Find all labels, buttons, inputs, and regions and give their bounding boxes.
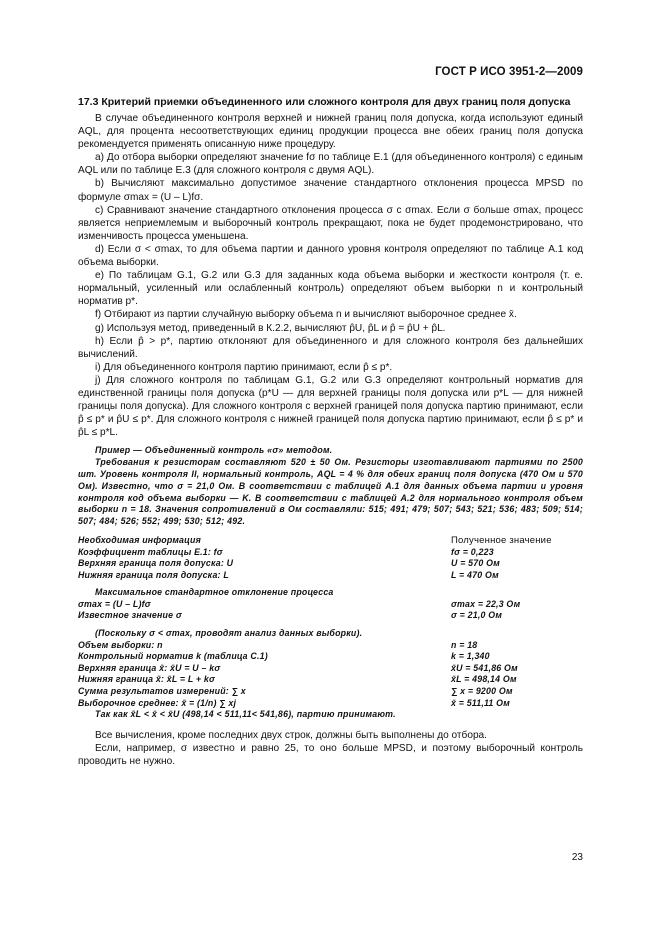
row-label: Сумма результатов измерений: ∑ x <box>78 686 246 697</box>
step-d: d) Если σ < σmax, то для объема партии и данного уровня контроля определяют по таблице А.1 код объема выборки. <box>78 243 583 269</box>
row-value: σmax = 22,3 Ом <box>451 598 521 609</box>
row-label: Известное значение σ <box>78 610 182 621</box>
table-header-row <box>78 535 583 547</box>
row-value: σ = 21,0 Ом <box>451 610 503 621</box>
table-row <box>78 610 583 622</box>
table-row <box>78 640 583 652</box>
document-code-header: ГОСТ Р ИСО 3951-2—2009 <box>435 66 583 78</box>
example-heading: Пример — Объединенный контроль «σ» методом. <box>95 445 333 456</box>
row-label: Нижняя граница поля допуска: L <box>78 569 229 580</box>
step-i: i) Для объединенного контроля партию принимают, если p̂ ≤ p*. <box>95 361 393 373</box>
row-value: U = 570 Ом <box>451 558 500 569</box>
row-label: Верхняя граница x̄: x̄U = U – kσ <box>78 662 221 673</box>
row-value: x̄L = 498,14 Ом <box>451 674 517 685</box>
group2-title: Максимальное стандартное отклонение процесса <box>95 587 334 598</box>
row-value: L = 470 Ом <box>451 569 499 580</box>
main-content <box>78 96 583 768</box>
example-conclusion: Так как x̄L < x̄ < x̄U (498,14 < 511,11< 541,86), партию принимают. <box>95 709 396 720</box>
step-c: c) Сравнивают значение стандартного отклонения процесса σ с σmax. Если σ больше σmax, процесс является неприемлемым и выборочный контроль прекращают, пока не будет продемонстрировано, что изменчивость процесса уменьшена. <box>78 204 583 242</box>
step-j: j) Для сложного контроля по таблицам G.1, G.2 или G.3 определяют контрольный норматив для единственной границы поля допуска (p*U — для верхней границы поля допуска или p*L — для нижней границы поля допуска). Для сложного контроля с верхней границей поля допуска партию принимают, если p̂ ≤ p* и p̂U ≤ p*. Для сложного контроля с нижней границей поля допуска партию принимают, если p̂ ≤ p* и p̂L ≤ p*L. <box>78 374 583 439</box>
example-text: Требования к резисторам составляют 520 ± 50 Ом. Резисторы изготавливают партиями по 2500 шт. Уровень контроля II, нормальный контроль, AQL = 4 % для обеих границ поля допуска (470 Ом и 570 Ом). Известно, что σ = 21,0 Ом. В соответствии с таблицей А.1 для данных объема партии и уровня контроля код объема выборки — K. В соответствии с таблицей А.2 для нормального контроля объем выборки n = 18. Значения сопротивлений в Ом составляли: 515; 491; 479; 507; 543; 521; 536; 483; 509; 514; 507; 484; 526; 552; 499; 530; 512; 492. <box>78 457 583 527</box>
group-title-row <box>78 628 583 640</box>
group-title-row <box>78 587 583 599</box>
row-label: Выборочное среднее: x̄ = (1/n) ∑ xj <box>78 697 237 708</box>
row-label: Объем выборки: n <box>78 639 163 650</box>
step-b: b) Вычисляют максимально допустимое значение стандартного отклонения процесса MPSD по формуле σmax = (U – L)fσ. <box>78 178 583 203</box>
table-header-left: Необходимая информация <box>78 534 201 545</box>
table-row <box>78 698 583 710</box>
closing-paragraph-1: Все вычисления, кроме последних двух строк, должны быть выполнены до отбора. <box>95 730 487 742</box>
calculation-table <box>78 535 583 709</box>
row-value: k = 1,340 <box>451 651 490 662</box>
group3-title: (Поскольку σ < σmax, проводят анализ данных выборки). <box>95 628 363 639</box>
step-e: e) По таблицам G.1, G.2 или G.3 для заданных кода объема выборки и жесткости контроля (т. е. нормальный, усиленный или ослабленный контроль) определяют объем выборки n и контрольный норматив p*. <box>78 270 583 308</box>
table-row <box>78 570 583 582</box>
step-g: g) Используя метод, приведенный в К.2.2, вычисляют p̂U, p̂L и p̂ = p̂U + p̂L. <box>95 322 446 334</box>
row-label: σmax = (U – L)fσ <box>78 598 151 609</box>
section-title: 17.3 Критерий приемки объединенного или сложного контроля для двух границ поля допуска <box>78 96 571 108</box>
closing-text <box>78 729 583 768</box>
section-intro: В случае объединенного контроля верхней и нижней границ поля допуска, когда используют единый AQL, для процента несоответствующих единиц продукции процесса вне обеих границ поля допуска рекомендуется применять описанную ниже процедуру. <box>78 113 583 151</box>
table-row <box>78 599 583 611</box>
row-value: ∑ x = 9200 Ом <box>451 686 513 697</box>
table-row <box>78 686 583 698</box>
step-h: h) Если p̂ > p*, партию отклоняют для объединенного и для сложного контроля без дальнейших вычислений. <box>78 335 583 360</box>
table-row <box>78 663 583 675</box>
row-label: Контрольный норматив k (таблица С.1) <box>78 651 268 662</box>
row-value: x̄ = 511,11 Ом <box>451 697 511 708</box>
step-f: f) Отбирают из партии случайную выборку объема n и вычисляют выборочное среднее x̄. <box>95 309 517 321</box>
closing-paragraph-2: Если, например, σ известно и равно 25, то оно больше MPSD, и поэтому выборочный контроль проводить не нужно. <box>78 743 583 768</box>
row-value: n = 18 <box>451 639 478 650</box>
table-row <box>78 558 583 570</box>
table-row <box>78 547 583 559</box>
example-block <box>78 445 583 721</box>
row-label: Коэффициент таблицы Е.1: fσ <box>78 546 223 557</box>
table-header-right: Полученное значение <box>451 534 552 546</box>
row-value: fσ = 0,223 <box>451 546 494 557</box>
row-label: Верхняя граница поля допуска: U <box>78 558 234 569</box>
row-label: Нижняя граница x̄: x̄L = L + kσ <box>78 674 216 685</box>
page-number: 23 <box>571 852 583 863</box>
table-row <box>78 651 583 663</box>
row-value: x̄U = 541,86 Ом <box>451 662 518 673</box>
step-a: a) До отбора выборки определяют значение fσ по таблице Е.1 (для объединенного контроля) с единым AQL или по таблице Е.3 (для сложного контроля с двумя AQL). <box>78 152 583 177</box>
table-row <box>78 674 583 686</box>
